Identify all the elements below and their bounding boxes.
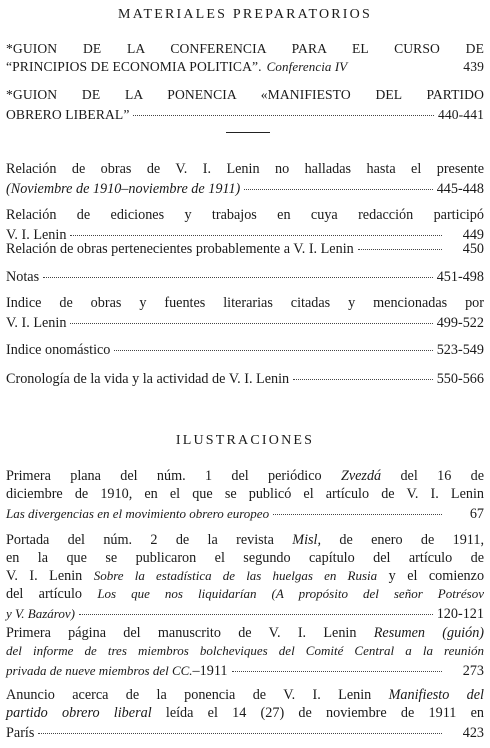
page-number: 423 xyxy=(462,725,484,742)
entry-line xyxy=(6,624,484,642)
entry-text: de enero de 1911, xyxy=(339,532,485,548)
toc-entry xyxy=(6,266,484,286)
entry-line: en la que se publicaron el segundo capítulo del artículo de xyxy=(6,550,484,566)
leader-dots xyxy=(70,309,432,324)
entry-line xyxy=(6,178,484,198)
toc-entry xyxy=(6,686,484,742)
leader-dots xyxy=(133,101,434,116)
entry-line: Indice de obras y fuentes literarias citadas y mencionadas por xyxy=(6,295,484,311)
toc-entry xyxy=(6,238,484,258)
entry-line: *GUION DE LA CONFERENCIA PARA EL CURSO DE xyxy=(6,41,484,56)
entry-text: Primera página del manuscrito de V. I. Lenin xyxy=(6,625,357,641)
entry-text: leída el 14 (27) de noviembre de 1911 en xyxy=(165,705,485,721)
entry-text-italic: Zvezdá xyxy=(340,468,382,484)
entry-text: “PRINCIPIOS DE ECONOMIA POLITICA”. xyxy=(6,59,262,74)
page-number: 449 xyxy=(462,227,484,244)
entry-text: Cronología de la vida y la actividad de V. I. Lenin xyxy=(6,371,290,388)
leader-dots xyxy=(79,600,433,615)
entry-text: Relación de obras pertenecientes probablemente a V. I. Lenin xyxy=(6,241,354,258)
entry-line: Relación de obras de V. I. Lenin no halladas hasta el presente xyxy=(6,161,484,177)
entry-line xyxy=(6,503,484,523)
entry-text-italic: Manifiesto del xyxy=(388,687,484,703)
entry-text-italic: (Noviembre de 1910–noviembre de 1911) xyxy=(6,181,241,198)
entry-text-italic: Misl, xyxy=(292,532,322,548)
page-number: 120-121 xyxy=(436,606,484,623)
entry-line: diciembre de 1910, en el que se publicó el artículo de V. I. Lenin xyxy=(6,486,484,502)
entry-text-italic: Los que nos liquidarían (A propósito del señor Potrésov xyxy=(97,586,484,601)
section-divider xyxy=(226,132,270,133)
toc-entry xyxy=(6,531,484,623)
entry-line xyxy=(6,567,484,585)
entry-text: V. I. Lenin xyxy=(6,568,83,584)
page-number: 439 xyxy=(463,59,484,74)
toc-entry xyxy=(6,86,484,124)
entry-text: OBRERO LIBERAL” xyxy=(6,106,130,122)
entry-text-italic: Conferencia IV xyxy=(266,59,348,74)
leader-dots xyxy=(38,719,442,734)
entry-line: Relación de ediciones y trabajos en cuya redacción participó xyxy=(6,207,484,223)
section-title-materiales: MATERIALES PREPARATORIOS xyxy=(118,7,372,22)
toc-entry xyxy=(6,339,484,359)
entry-text: Primera plana del núm. 1 del periódico xyxy=(6,468,322,484)
leader-dots xyxy=(232,657,443,672)
toc-entry xyxy=(6,294,484,332)
entry-text-italic: Las divergencias en el movimiento obrero europeo xyxy=(6,506,270,522)
entry-line xyxy=(6,603,484,623)
toc-entry xyxy=(6,624,484,680)
entry-line xyxy=(6,467,484,485)
entry-text: París xyxy=(6,725,35,742)
entry-text: Portada del núm. 2 de la revista xyxy=(6,532,274,548)
page-number: 273 xyxy=(462,663,484,680)
leader-dots xyxy=(70,221,442,236)
entry-text-italic: Sobre la estadística de las huelgas en Rusia xyxy=(93,568,378,583)
entry-text: V. I. Lenin xyxy=(6,227,67,244)
entry-line xyxy=(6,339,484,359)
entry-line xyxy=(6,266,484,286)
entry-line xyxy=(6,660,484,680)
section-title-ilustraciones: ILUSTRACIONES xyxy=(175,433,315,448)
leader-dots xyxy=(114,336,432,351)
entry-line xyxy=(6,368,484,388)
leader-dots xyxy=(43,263,433,278)
entry-text: Indice onomástico xyxy=(6,342,111,359)
entry-text-italic: privada de nueve miembros del CC. xyxy=(6,663,193,679)
entry-line xyxy=(6,686,484,704)
page-number: 440-441 xyxy=(437,106,484,122)
entry-line: *GUION DE LA PONENCIA «MANIFIESTO DEL PARTIDO xyxy=(6,87,484,102)
entry-line xyxy=(6,312,484,332)
entry-text-italic: y V. Bazárov) xyxy=(6,606,75,622)
entry-text: del artículo xyxy=(6,586,82,602)
leader-dots xyxy=(244,175,432,190)
entry-line xyxy=(6,238,484,258)
page-number: 450 xyxy=(462,241,484,258)
entry-text-italic: Resumen (guión) xyxy=(373,625,485,641)
entry-line xyxy=(6,722,484,742)
page-number: 499-522 xyxy=(436,315,484,332)
entry-text: Anuncio acerca de la ponencia de V. I. Lenin xyxy=(6,687,372,703)
leader-dots xyxy=(293,365,433,380)
page-number: 67 xyxy=(469,506,484,523)
page-number: 445-448 xyxy=(436,181,484,198)
page-number: 451-498 xyxy=(436,269,484,286)
entry-text: y el comienzo xyxy=(388,568,485,584)
page-number: 550-566 xyxy=(436,371,484,388)
entry-line xyxy=(6,104,484,124)
entry-text-italic: del informe de tres miembros bolcheviques del Comité Central a la reunión xyxy=(6,643,484,658)
entry-text-italic: partido obrero liberal xyxy=(6,705,152,721)
entry-line xyxy=(6,531,484,549)
entry-line xyxy=(6,58,484,76)
toc-entry xyxy=(6,40,484,76)
leader-dots xyxy=(273,500,442,515)
leader-dots xyxy=(358,235,442,250)
entry-text: –1911 xyxy=(192,663,228,680)
toc-entry xyxy=(6,368,484,388)
toc-entry xyxy=(6,160,484,198)
entry-text: V. I. Lenin xyxy=(6,315,67,332)
page-number: 523-549 xyxy=(436,342,484,359)
entry-text: Notas xyxy=(6,269,40,286)
toc-entry xyxy=(6,467,484,523)
entry-text: del 16 de xyxy=(400,468,484,484)
